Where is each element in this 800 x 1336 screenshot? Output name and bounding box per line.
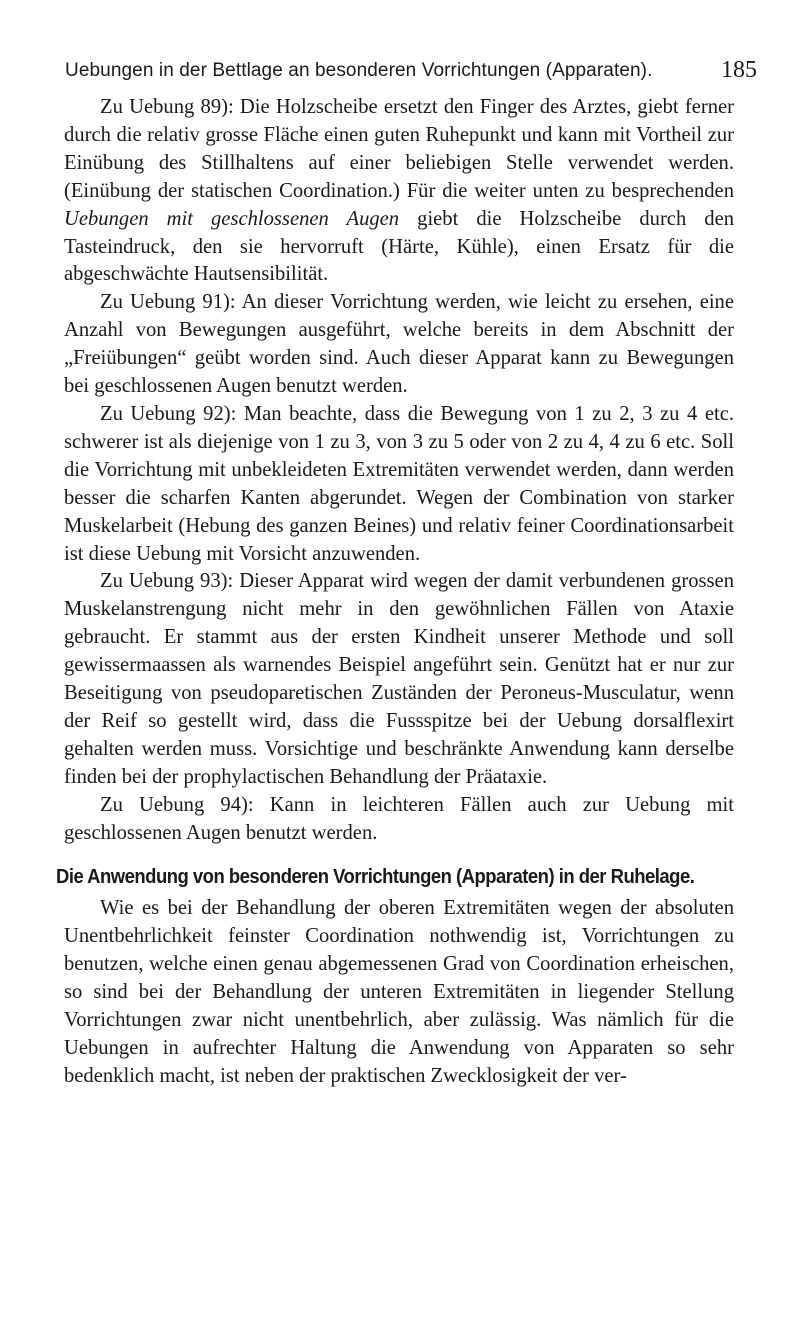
paragraph [64,401,734,568]
paragraphs-before-heading [64,94,734,847]
paragraph [64,792,734,848]
paragraph [64,94,734,289]
text-run: Zu Uebung 93): Dieser Apparat wird wegen der damit verbundenen grossen Muskelanstrengung nicht mehr in den gewöhnlichen Fällen von Ataxie gebraucht. Er stammt aus der ersten Kindheit unserer Methode und soll gewissermaassen als warnendes Beispiel angeführt sein. Genützt hat er nur zur Beseitigung von pseudoparetischen Zuständen der Peroneus-Musculatur, wenn der Reif so gestellt wird, dass die Fussspitze bei der Uebung dorsalflexirt gehalten werden muss. Vorsichtige und beschränkte Anwendung kann derselbe finden bei der prophylactischen Behandlung der Präataxie. [64,570,734,788]
text-run: Zu Uebung 92): Man beachte, dass die Bewegung von 1 zu 2, 3 zu 4 etc. schwerer ist als diejenige von 1 zu 3, von 3 zu 5 oder von 2 zu 4, 4 zu 6 etc. Soll die Vorrichtung mit unbekleideten Extremitäten verwendet werden, dann werden besser die scharfen Kanten abgerundet. Wegen der Combination von starker Muskelarbeit (Hebung des ganzen Beines) und relativ feiner Coordinationsarbeit ist diese Uebung mit Vorsicht anzuwenden. [64,402,734,565]
paragraph [64,895,734,1090]
text-run: Zu Uebung 91): An dieser Vorrichtung werden, wie leicht zu ersehen, eine Anzahl von Bewegungen ausgeführt, welche bereits in dem Abschnitt der „Freiübungen“ geübt worden sind. Auch dieser Apparat kann zu Bewegungen bei geschlossenen Augen benutzt werden. [64,291,734,398]
page-number: 185 [721,57,757,83]
section-heading: Die Anwendung von besonderen Vorrichtungen (Apparaten) in der Ruhelage. [56,865,695,889]
running-head [65,57,765,91]
text-run: giebt die Holzscheibe durch den Tasteindruck, den sie hervorruft (Härte, Kühle), einen Ersatz für die abgeschwächte Hautsensibilität. [64,207,735,286]
paragraph [64,568,734,791]
italic-text: Uebungen mit geschlossenen Augen [64,207,400,230]
text-run: Zu Uebung 94): Kann in leichteren Fällen auch zur Uebung mit geschlossenen Augen benutzt werden. [64,793,734,844]
paragraphs-after-heading [64,895,734,1090]
text-run: Wie es bei der Behandlung der oberen Extremitäten wegen der absoluten Unentbehrlichkeit feinster Coordination nothwendig ist, Vorrichtungen zu benutzen, welche einen genau abgemessenen Grad von Coordination erheischen, so sind bei der Behandlung der unteren Extremitäten in liegender Stellung Vorrichtungen zwar nicht unentbehrlich, aber zulässig. Was nämlich für die Uebungen in aufrechter Haltung die Anwendung von Apparaten so sehr bedenklich macht, ist neben der praktischen Zwecklosigkeit der ver- [64,897,734,1087]
paragraph [64,289,734,401]
running-head-title: Uebungen in der Bettlage an besonderen Vorrichtungen (Apparaten). [65,60,653,81]
text-run: Zu Uebung 89): Die Holzscheibe ersetzt den Finger des Arztes, giebt ferner durch die relativ grosse Fläche einen guten Ruhepunkt und kann mit Vortheil zur Einübung des Stillhaltens auf einer beliebigen Stelle verwendet werden. (Einübung der statischen Coordination.) Für die weiter unten zu besprechenden [64,96,734,202]
body-text [56,94,735,1091]
